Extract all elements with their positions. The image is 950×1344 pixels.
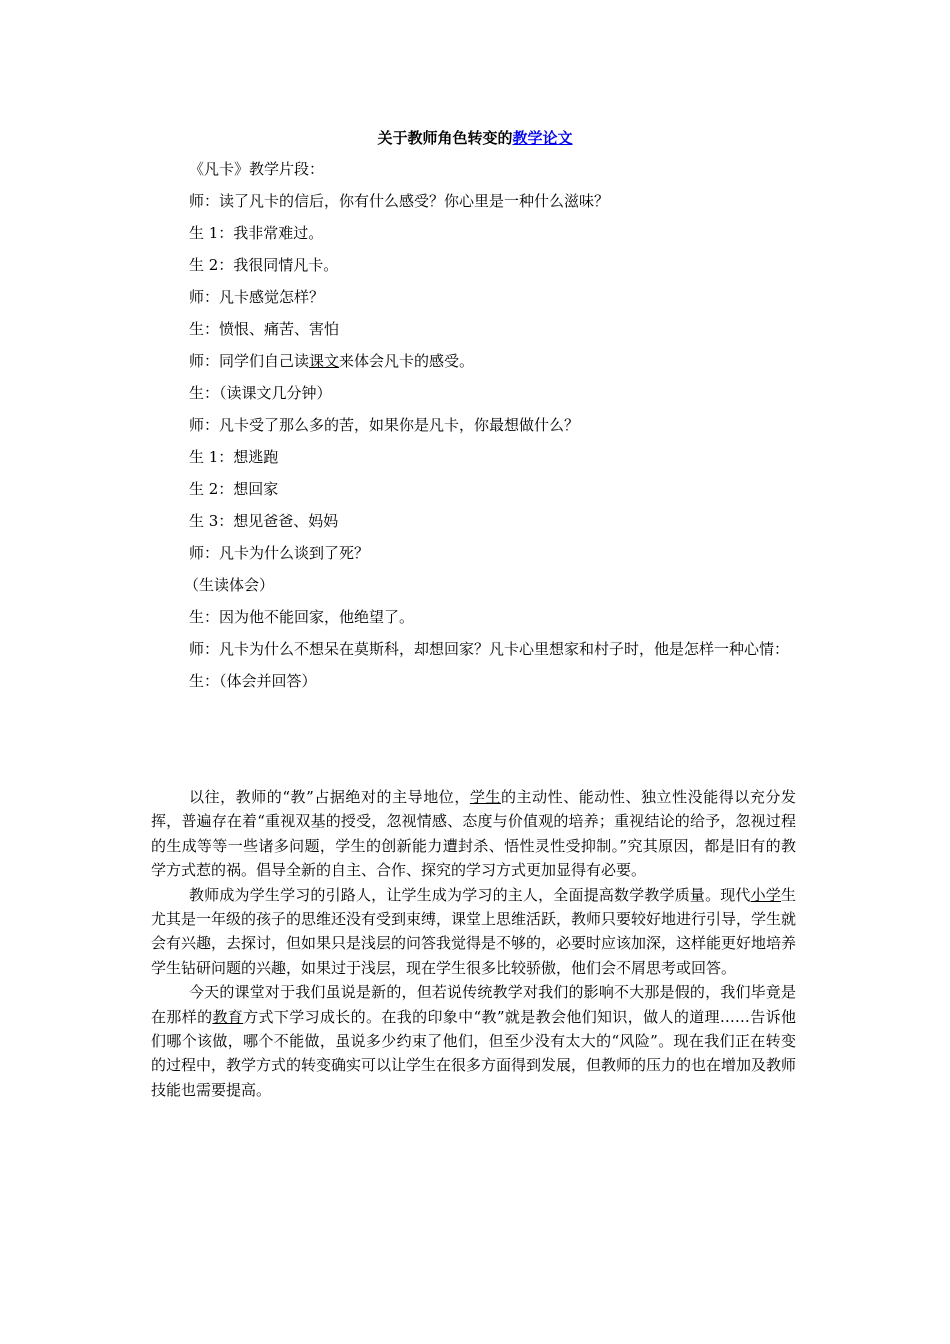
lesson-dialog <box>151 159 796 703</box>
dialog-line: 师：凡卡受了那么多的苦，如果你是凡卡，你最想做什么？ <box>189 416 580 434</box>
essay-paragraph: 以往，教师的“教”占据绝对的主导地位，学生的主动性、能动性、独立性没能得以充分发挥，普遍存在着“重视双基的授受，忽视情感、态度与价值观的培养；重视结论的给予，忽视过程的生成等等一些诸多问题，学生的创新能力遭封杀、悟性灵性受抑制。”究其原因，都是旧有的教学方式惹的祸。倡导全新的自主、合作、探究的学习方式更加显得有必要。 <box>151 788 796 880</box>
essay-paragraph: 今天的课堂对于我们虽说是新的，但若说传统教学对我们的影响不大那是假的，我们毕竟是在那样的教育方式下学习成长的。在我的印象中“教”就是教会他们知识，做人的道理……告诉他们哪个该做，哪个不能做，虽说多少约束了他们，但至少没有太大的“风险”。现在我们正在转变的过程中，教学方式的转变确实可以让学生在很多方面得到发展，但教师的压力的也在增加及教师技能也需要提高。 <box>151 983 797 1099</box>
dialog-line: 生：（读课文几分钟） <box>189 384 332 402</box>
dialog-line: 师：凡卡感觉怎样？ <box>189 288 325 306</box>
dialog-line: （生读体会） <box>184 576 275 594</box>
essay-body <box>151 785 796 1102</box>
dialog-line: 生 2：我很同情凡卡。 <box>189 256 339 274</box>
dialog-line: 生：愤恨、痛苦、害怕 <box>189 320 340 338</box>
dialog-line: 生：因为他不能回家，他绝望了。 <box>189 608 415 626</box>
essay-paragraph: 教师成为学生学习的引路人，让学生成为学习的主人，全面提高数学教学质量。现代小学生尤其是一年级的孩子的思维还没有受到束缚，课堂上思维活跃，教师只要较好地进行引导，学生就会有兴趣，去探讨，但如果只是浅层的问答我觉得是不够的，必要时应该加深，这样能更好地培养学生钻研问题的兴趣，如果过于浅层，现在学生很多比较骄傲，他们会不屑思考或回答。 <box>151 885 797 977</box>
keyword-link[interactable]: 学生 <box>469 788 501 806</box>
keyword-link[interactable]: 教育 <box>212 1007 244 1026</box>
dialog-line: 《凡卡》教学片段： <box>189 160 325 178</box>
dialog-line: 师：凡卡为什么谈到了死？ <box>189 544 370 562</box>
dialog-line: 师：凡卡为什么不想呆在莫斯科，却想回家？凡卡心里想家和村子时，他是怎样一种心情： <box>189 640 790 658</box>
dialog-line: 生：（体会并回答） <box>189 672 317 690</box>
dialog-line: 师：同学们自己读课文来体会凡卡的感受。 <box>189 352 475 370</box>
page-title <box>0 128 950 148</box>
dialog-line: 生 1：想逃跑 <box>189 448 279 466</box>
title-text: 关于教师角色转变的 <box>377 129 513 147</box>
dialog-line: 师：读了凡卡的信后，你有什么感受？你心里是一种什么滋味？ <box>189 192 610 210</box>
keyword-link[interactable]: 小学 <box>750 885 781 904</box>
title-link[interactable]: 教学论文 <box>512 129 573 147</box>
dialog-line: 生 1：我非常难过。 <box>189 224 324 242</box>
dialog-line: 生 3：想见爸爸、妈妈 <box>189 512 339 530</box>
keyword-link[interactable]: 课文 <box>309 352 340 370</box>
dialog-line: 生 2：想回家 <box>189 480 279 498</box>
